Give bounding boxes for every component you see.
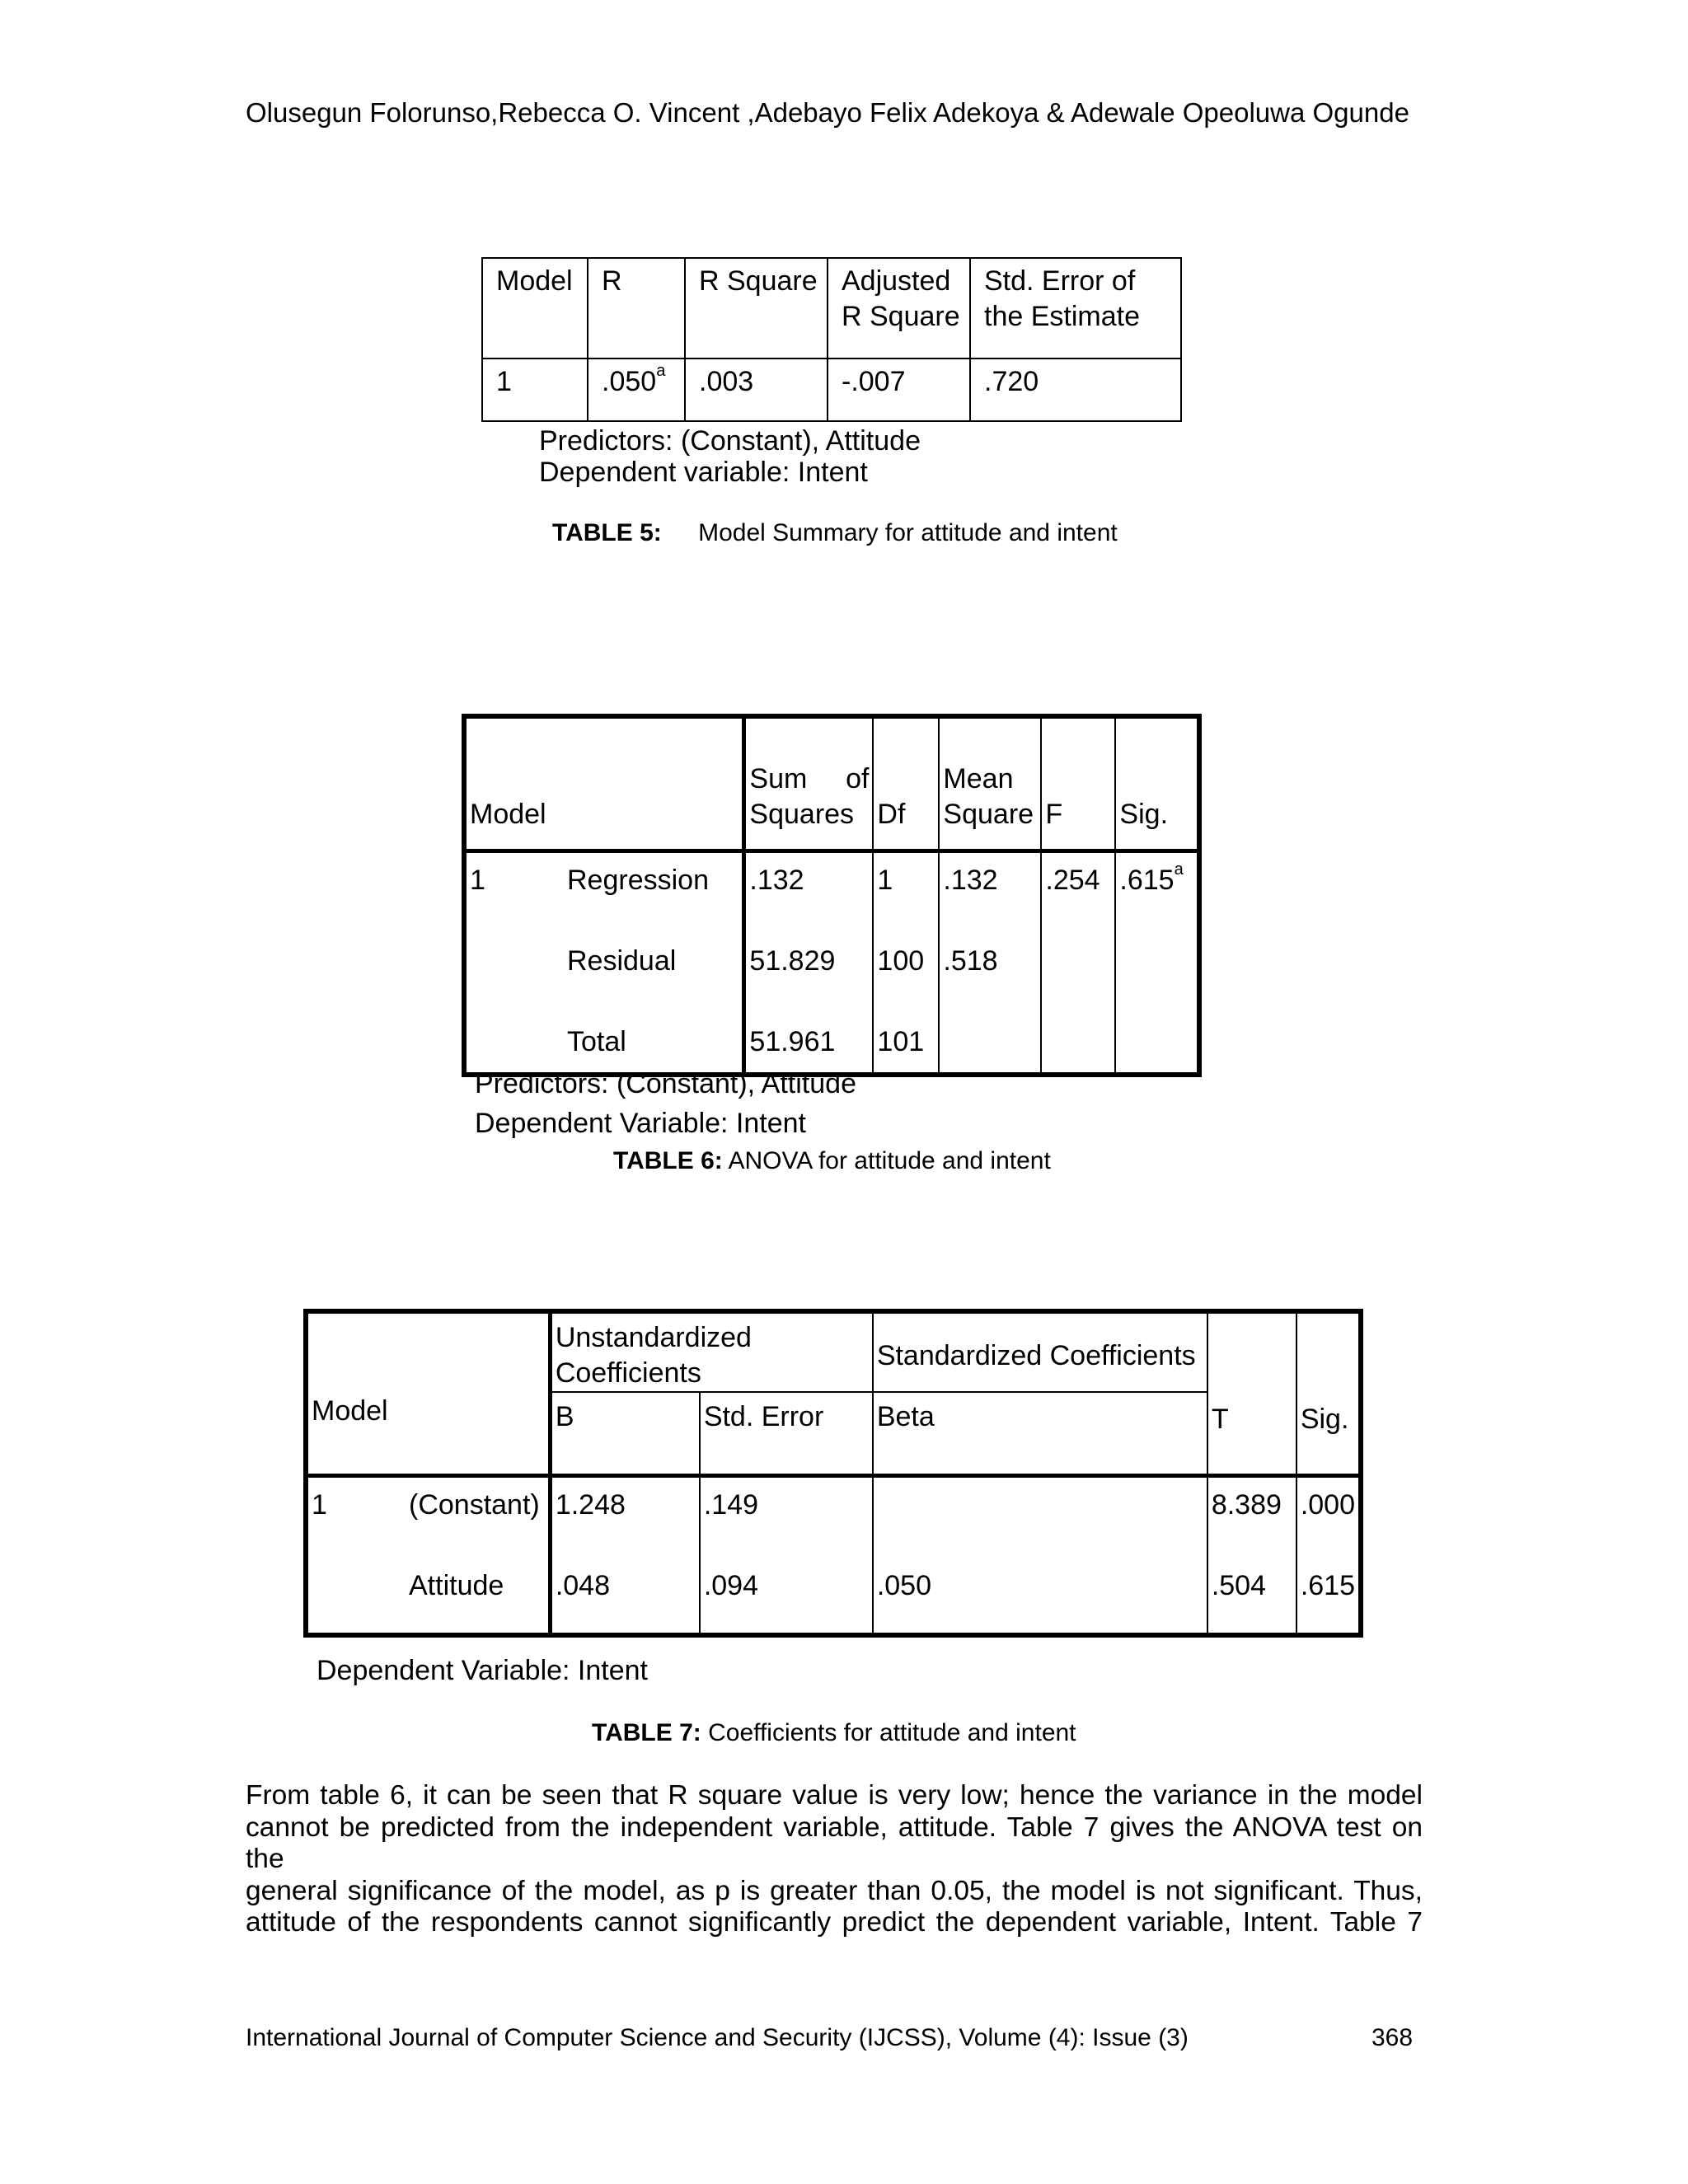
page-number: 368: [1372, 2024, 1414, 2051]
table6-note-predictors: Predictors: (Constant), Attitude: [475, 1068, 856, 1099]
col-header-std-error: Std. Error: [700, 1392, 873, 1476]
table-row: [464, 1015, 1199, 1075]
cell-model: [306, 1558, 406, 1635]
col-header-sig: Sig.: [1115, 716, 1199, 851]
table6-caption: [613, 1147, 1051, 1175]
table5-note-predictors: Predictors: (Constant), Attitude: [539, 425, 921, 457]
cell-sig: .615: [1300, 1570, 1355, 1601]
table-header-row: [482, 258, 1181, 359]
cell-std-error: .149: [700, 1476, 873, 1559]
col-header-t: T: [1207, 1311, 1296, 1476]
cell-mean-square: [939, 1015, 1041, 1075]
paragraph-line: cannot be predicted from the independent variable, attitude. Table 7 gives the ANOVA test on the: [246, 1811, 1423, 1874]
cell-t: 8.389: [1207, 1476, 1296, 1559]
col-header-std-error: Std. Error of the Estimate: [970, 258, 1181, 359]
caption-text: Coefficients for attitude and intent: [708, 1719, 1076, 1746]
table5-note-dependent: Dependent variable: Intent: [539, 457, 868, 488]
cell-sig: [1115, 934, 1199, 1015]
caption-label: TABLE 5:: [552, 519, 662, 546]
caption-label: TABLE 7:: [592, 1719, 701, 1746]
col-header-f: F: [1041, 716, 1115, 851]
cell-label: (Constant): [406, 1476, 550, 1559]
cell-sig: .615$^a$: [1119, 860, 1184, 896]
cell-beta: .050: [873, 1558, 1207, 1635]
footnote-marker: a: [1174, 860, 1184, 879]
cell-mean-square: .132: [939, 851, 1041, 935]
col-header-beta: Beta: [873, 1392, 1207, 1476]
table-row: [306, 1476, 1361, 1559]
col-header-r: R: [588, 258, 685, 359]
cell-label: Residual: [564, 934, 744, 1015]
cell-label: Attitude: [406, 1558, 550, 1635]
col-header-adjusted-r-square: Adjusted R Square: [828, 258, 970, 359]
cell-sig: [1115, 1015, 1199, 1075]
footnote-marker: a: [656, 362, 666, 380]
cell-label: Regression: [564, 851, 744, 935]
cell-df: 100: [873, 934, 939, 1015]
table-row: [482, 359, 1181, 421]
col-header-sum-of-squares: Sum of Squares: [744, 716, 874, 851]
cell-sum-of-squares: 51.829: [744, 934, 874, 1015]
cell-sum-of-squares: 51.961: [744, 1015, 874, 1075]
running-header: Olusegun Folorunso,Rebecca O. Vincent ,Adebayo Felix Adekoya & Adewale Opeoluwa Ogunde: [246, 97, 1409, 128]
cell-model: [464, 934, 564, 1015]
cell-t: .504: [1207, 1558, 1296, 1635]
col-header-model: Model: [306, 1311, 550, 1476]
table5-caption: [552, 519, 1118, 547]
paragraph-line: From table 6, it can be seen that R square value is very low; hence the variance in the model: [246, 1780, 1423, 1811]
col-header-model: Model: [482, 258, 588, 359]
cell-sig: .000: [1300, 1489, 1355, 1521]
cell-f: [1041, 934, 1115, 1015]
cell-r-square: .003: [685, 359, 828, 421]
col-header-sig: Sig.: [1296, 1311, 1361, 1476]
cell-f: [1041, 1015, 1115, 1075]
cell-b: .048: [550, 1558, 700, 1635]
cell-model: [464, 1015, 564, 1075]
cell-r: .050$^a$: [588, 359, 685, 421]
coefficients-table: [303, 1309, 1363, 1638]
cell-df: 1: [873, 851, 939, 935]
body-paragraph: [246, 1780, 1423, 1939]
cell-std-error: .720: [970, 359, 1181, 421]
cell-f: .254: [1041, 851, 1115, 935]
col-header-standardized: Standardized Coefficients: [873, 1311, 1207, 1392]
table-row: [464, 851, 1199, 935]
cell-model: 1: [482, 359, 588, 421]
col-header-b: B: [550, 1392, 700, 1476]
cell-model: 1: [470, 865, 485, 896]
cell-b: 1.248: [550, 1476, 700, 1559]
table7-caption: [592, 1719, 1076, 1747]
cell-beta: [873, 1476, 1207, 1559]
paragraph-line: attitude of the respondents cannot significantly predict the dependent variable, Intent. Table 7: [246, 1907, 1423, 1938]
cell-mean-square: .518: [939, 934, 1041, 1015]
col-header-mean-square: Mean Square: [939, 716, 1041, 851]
table-header-row: [306, 1311, 1361, 1392]
cell-df: 101: [873, 1015, 939, 1075]
anova-table: [462, 714, 1202, 1077]
cell-label: Total: [564, 1015, 744, 1075]
col-header-r-square: R Square: [685, 258, 828, 359]
caption-label: TABLE 6:: [613, 1147, 723, 1174]
cell-sum-of-squares: .132: [744, 851, 874, 935]
caption-text: Model Summary for attitude and intent: [698, 519, 1118, 546]
caption-text: ANOVA for attitude and intent: [728, 1147, 1051, 1174]
model-summary-table: [481, 257, 1182, 422]
paragraph-line: general significance of the model, as p is greater than 0.05, the model is not significant. Thus,: [246, 1875, 1423, 1906]
col-header-unstandardized: Unstandardized Coefficients: [550, 1311, 873, 1392]
table-header-row: [464, 716, 1199, 851]
footer-journal: International Journal of Computer Science and Security (IJCSS), Volume (4): Issue (3): [246, 2024, 1189, 2051]
cell-model: 1: [312, 1489, 327, 1521]
table6-note-dependent: Dependent Variable: Intent: [475, 1108, 806, 1139]
table-row: [306, 1558, 1361, 1635]
table-row: [464, 934, 1199, 1015]
cell-std-error: .094: [700, 1558, 873, 1635]
table7-note-dependent: Dependent Variable: Intent: [316, 1655, 648, 1686]
cell-adjusted-r-square: -.007: [828, 359, 970, 421]
col-header-df: Df: [873, 716, 939, 851]
col-header-model: Model: [464, 716, 744, 851]
